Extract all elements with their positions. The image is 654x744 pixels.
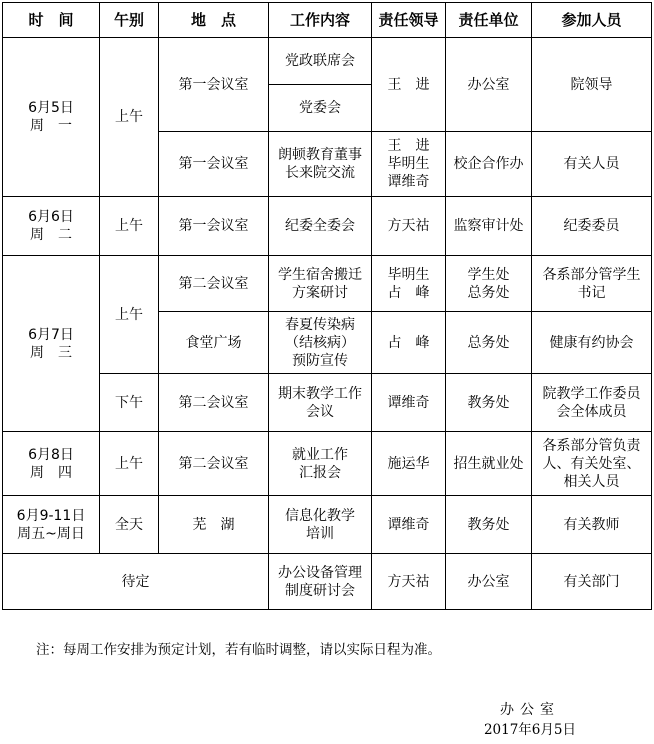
unit-cell: 总务处 [446,312,532,374]
schedule-note: 注：每周工作安排为预定计划，若有临时调整，请以实际日程为准。 [36,642,441,658]
table-row [3,432,652,496]
time-cell: 6月6日 周 二 [3,197,100,256]
location-cell: 第二会议室 [159,432,269,496]
table-row [3,197,652,256]
content-cell: 学生宿舍搬迁 方案研讨 [269,256,372,312]
participants-cell: 纪委委员 [532,197,652,256]
period-cell: 上午 [100,197,159,256]
table-row [3,496,652,554]
participants-cell: 有关人员 [532,132,652,197]
header-participants: 参加人员 [532,3,652,38]
participants-cell: 有关部门 [532,554,652,610]
leader-cell: 谭维奇 [372,496,446,554]
location-cell: 第一会议室 [159,132,269,197]
location-cell: 第二会议室 [159,256,269,312]
content-cell: 就业工作 汇报会 [269,432,372,496]
header-leader: 责任领导 [372,3,446,38]
leader-cell: 方天祜 [372,197,446,256]
unit-cell: 监察审计处 [446,197,532,256]
signature-block [484,700,576,740]
unit-cell: 教务处 [446,496,532,554]
participants-cell: 各系部分管学生 书记 [532,256,652,312]
time-cell: 6月5日 周 一 [3,38,100,197]
header-location: 地 点 [159,3,269,38]
header-period: 午别 [100,3,159,38]
period-cell: 上午 [100,432,159,496]
header-time: 时 间 [3,3,100,38]
unit-cell: 校企合作办 [446,132,532,197]
header-content: 工作内容 [269,3,372,38]
table-row [3,374,652,432]
participants-cell: 各系部分管负责 人、有关处室、 相关人员 [532,432,652,496]
location-cell: 第一会议室 [159,38,269,132]
period-cell: 上午 [100,38,159,197]
leader-cell: 谭维奇 [372,374,446,432]
content-cell: 期末教学工作 会议 [269,374,372,432]
signature-office: 办公室 [499,702,560,718]
leader-cell: 王 进 [372,38,446,132]
unit-cell: 招生就业处 [446,432,532,496]
unit-cell: 学生处 总务处 [446,256,532,312]
leader-cell: 占 峰 [372,312,446,374]
time-cell: 6月9-11日 周五~周日 [3,496,100,554]
content-cell: 纪委全委会 [269,197,372,256]
schedule-table [2,2,652,610]
content-cell: 党委会 [269,85,372,132]
location-cell: 芜 湖 [159,496,269,554]
leader-cell: 王 进 毕明生 谭维奇 [372,132,446,197]
period-cell: 上午 [100,256,159,374]
table-row [3,38,652,85]
leader-cell: 施运华 [372,432,446,496]
location-cell: 第一会议室 [159,197,269,256]
header-unit: 责任单位 [446,3,532,38]
leader-cell: 方天祜 [372,554,446,610]
header-row [3,3,652,38]
signature-date: 2017年6月5日 [483,722,576,738]
leader-cell: 毕明生 占 峰 [372,256,446,312]
participants-cell: 院领导 [532,38,652,132]
period-cell: 全天 [100,496,159,554]
unit-cell: 办公室 [446,554,532,610]
time-cell: 6月8日 周 四 [3,432,100,496]
content-cell: 春夏传染病 （结核病） 预防宣传 [269,312,372,374]
unit-cell: 教务处 [446,374,532,432]
table-row [3,256,652,312]
location-cell: 第二会议室 [159,374,269,432]
content-cell: 朗顿教育董事 长来院交流 [269,132,372,197]
participants-cell: 院教学工作委员 会全体成员 [532,374,652,432]
participants-cell: 健康有约协会 [532,312,652,374]
content-cell: 办公设备管理 制度研讨会 [269,554,372,610]
unit-cell: 办公室 [446,38,532,132]
content-cell: 信息化教学 培训 [269,496,372,554]
participants-cell: 有关教师 [532,496,652,554]
location-cell: 食堂广场 [159,312,269,374]
pending-cell: 待定 [3,554,269,610]
time-cell: 6月7日 周 三 [3,256,100,432]
period-cell: 下午 [100,374,159,432]
table-row [3,554,652,610]
content-cell: 党政联席会 [269,38,372,85]
